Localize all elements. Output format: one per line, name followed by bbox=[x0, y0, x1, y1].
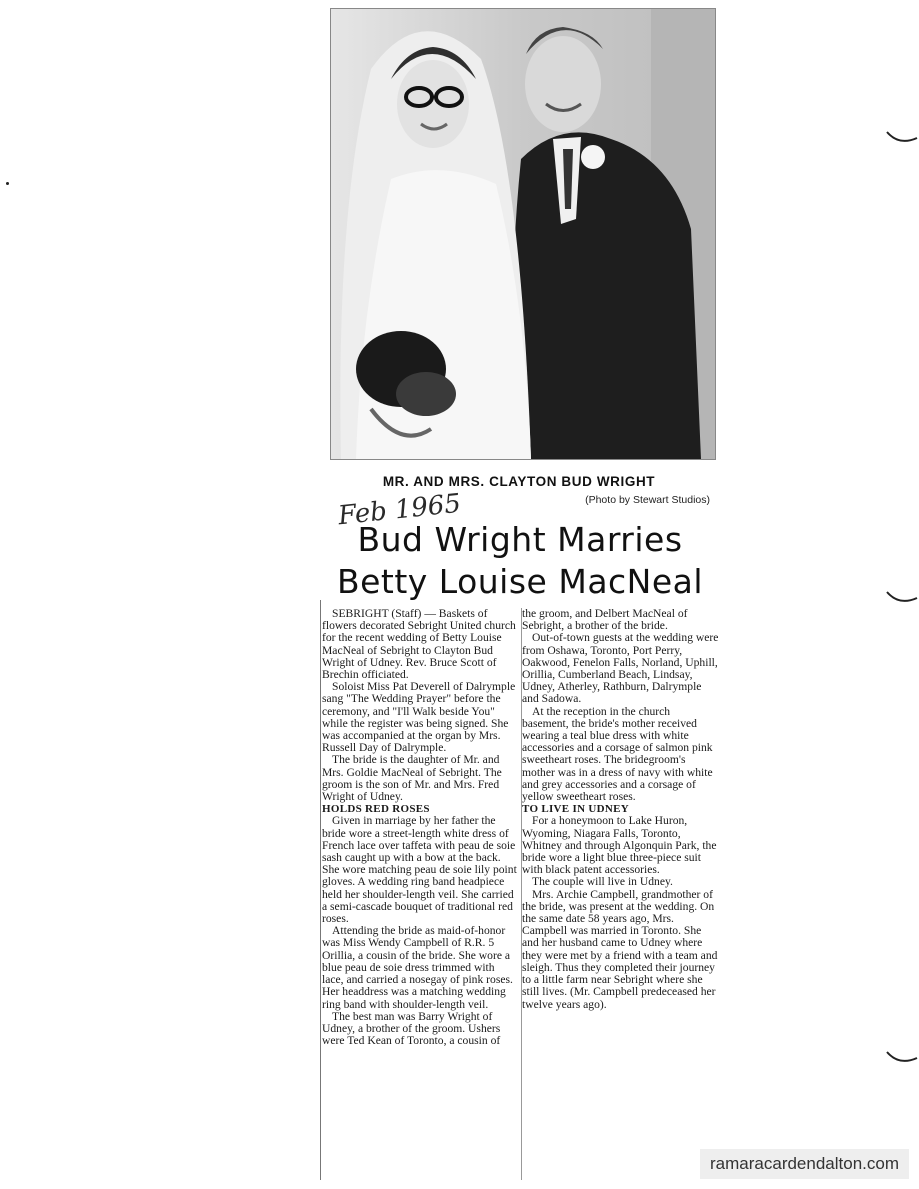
scan-speck bbox=[6, 182, 9, 185]
binder-hole-mark bbox=[885, 1048, 919, 1066]
article-paragraph: The best man was Barry Wright of Udney, a brother of the groom. Ushers were Ted Kean of Toronto, a cousin of bbox=[322, 1009, 501, 1048]
handwritten-date: Feb 1965 bbox=[336, 488, 463, 532]
article-subhead: TO LIVE IN UDNEY bbox=[522, 803, 629, 816]
photo-caption: MR. AND MRS. CLAYTON BUD WRIGHT bbox=[382, 474, 656, 489]
binder-hole-mark bbox=[885, 128, 919, 146]
binder-hole-mark bbox=[885, 588, 919, 606]
article-paragraph: SEBRIGHT (Staff) — Baskets of flowers decorated Sebright United church for the recent wedding of Betty Louise MacNeal of Sebright to Clayton Bud Wright of Udney. Rev. Bruce Scott of Brechin officiated. bbox=[322, 607, 516, 682]
article-paragraph: Out-of-town guests at the wedding were from Oshawa, Toronto, Port Perry, Oakwood, Fenelon Falls, Norland, Uphill, Orillia, Cumberland Beach, Lindsay, Udney, Atherley, Rathburn, Dalrymple and Sadowa. bbox=[522, 631, 719, 706]
headline-line-1: Bud Wright Marries bbox=[357, 520, 683, 559]
article-paragraph: Soloist Miss Pat Deverell of Dalrymple sang "The Wedding Prayer" before the ceremony, and "I'll Walk beside You" while the register was being signed. She was accompanied at the organ by Mrs. Russell Day of Dalrymple. bbox=[322, 680, 516, 755]
article-column-left bbox=[322, 608, 522, 1180]
wedding-photo bbox=[330, 8, 716, 460]
article-paragraph: Given in marriage by her father the bride wore a street-length white dress of French lace over taffeta with peau de soie sash caught up with a bow at the back. She wore matching peau de soie lily point gloves. A wedding ring band headpiece held her shoulder-length veil. She carried a semi-cascade bouquet of traditional red roses. bbox=[322, 814, 517, 926]
article-paragraph: The couple will live in Udney. bbox=[532, 875, 673, 889]
article-paragraph: The bride is the daughter of Mr. and Mrs. Goldie MacNeal of Sebright. The groom is the son of Mr. and Mrs. Fred Wright of Udney. bbox=[322, 753, 502, 804]
article-column-right bbox=[522, 608, 719, 1011]
photo-credit: (Photo by Stewart Studios) bbox=[585, 494, 710, 506]
headline-line-2: Betty Louise MacNeal bbox=[336, 562, 704, 601]
article-paragraph: Attending the bride as maid-of-honor was Miss Wendy Campbell of R.R. 5 Orillia, a cousin of the bride. She wore a blue peau de soie dress trimmed with lace, and carried a nosegay of pink roses. Her headdress was a matching wedding ring band with shoulder-length veil. bbox=[322, 924, 513, 1011]
article-paragraph: Mrs. Archie Campbell, grandmother of the bride, was present at the wedding. On the same date 58 years ago, Mrs. Campbell was married in Toronto. She and her husband came to Udney where they were met by a friend with a team and sleigh. Thus they completed their journey to a little farm near Sebright where she still lives. (Mr. Campbell predeceased her twelve years ago). bbox=[522, 887, 718, 1011]
article-paragraph: For a honeymoon to Lake Huron, Wyoming, Niagara Falls, Toronto, Whitney and through Algonquin Park, the bride wore a light blue three-piece suit with black patent accessories. bbox=[522, 814, 717, 877]
site-watermark: ramaracardendalton.com bbox=[700, 1149, 909, 1179]
article-subhead: HOLDS RED ROSES bbox=[322, 803, 430, 816]
wedding-photo-drawing bbox=[331, 9, 715, 459]
article-paragraph: At the reception in the church basement, the bride's mother received wearing a teal blue dress with white accessories and a corsage of salmon pink sweetheart roses. The bridegroom's mother was in a dress of navy with white and grey accessories and a corsage of yellow sweetheart roses. bbox=[522, 704, 713, 804]
article-paragraph: the groom, and Delbert MacNeal of Sebright, a brother of the bride. bbox=[522, 607, 688, 633]
column-rule bbox=[320, 600, 321, 1180]
